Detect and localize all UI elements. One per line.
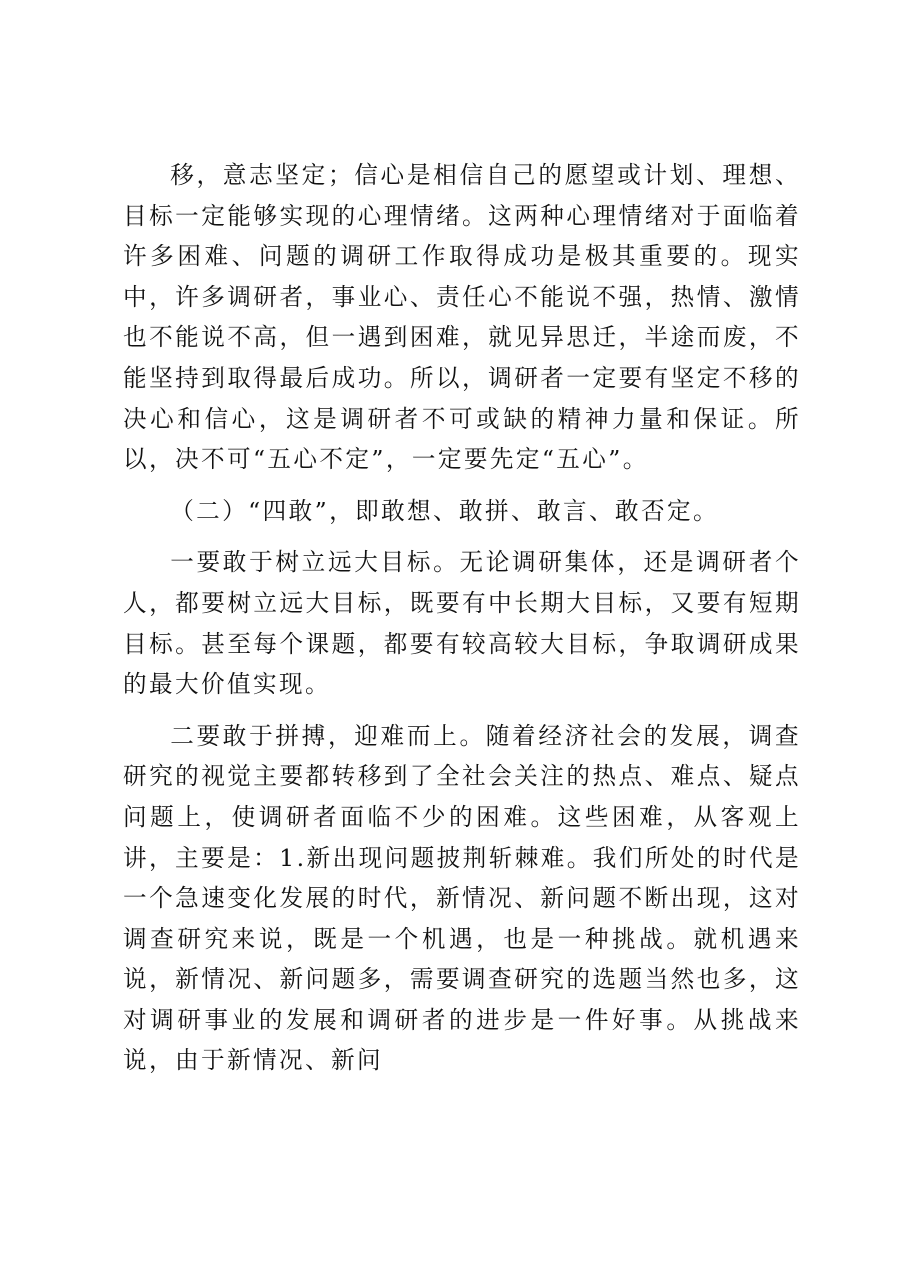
document-body (123, 155, 801, 1081)
paragraph-gap (123, 705, 801, 716)
paragraph-gap (123, 531, 801, 542)
paragraph-dare-goals: 一要敢于树立远大目标。无论调研集体，还是调研者个人，都要树立远大目标，既要有中长期大目标，又要有短期目标。甚至每个课题，都要有较高较大目标，争取调研成果的最大价值实现。 (123, 548, 801, 699)
section-heading-four-dares: （二）“四敢”，即敢想、敢拼、敢言、敢否定。 (170, 496, 719, 525)
paragraph-dare-struggle: 二要敢于拼搏，迎难而上。随着经济社会的发展，调查研究的视觉主要都转移到了全社会关注的热点、难点、疑点问题上，使调研者面临不少的困难。这些困难，从客观上讲，主要是：1.新出现问题披荆斩棘难。我们所处的时代是一个急速变化发展的时代，新情况、新问题不断出现，这对调查研究来说，既是一个机遇，也是一种挑战。就机遇来说，新情况、新问题多，需要调查研究的选题当然也多，这对调研事业的发展和调研者的进步是一件好事。从挑战来说，由于新情况、新问 (123, 721, 801, 1075)
paragraph-gap (123, 480, 801, 491)
paragraph-five-hearts-conclusion: 移，意志坚定；信心是相信自己的愿望或计划、理想、目标一定能够实现的心理情绪。这两种心理情绪对于面临着许多困难、问题的调研工作取得成功是极其重要的。现实中，许多调研者，事业心、责任心不能说不强，热情、激情也不能说不高，但一遇到困难，就见异思迁，半途而废，不能坚持到取得最后成功。所以，调研者一定要有坚定不移的决心和信心，这是调研者不可或缺的精神力量和保证。所以，决不可“五心不定”，一定要先定“五心”。 (123, 161, 801, 474)
